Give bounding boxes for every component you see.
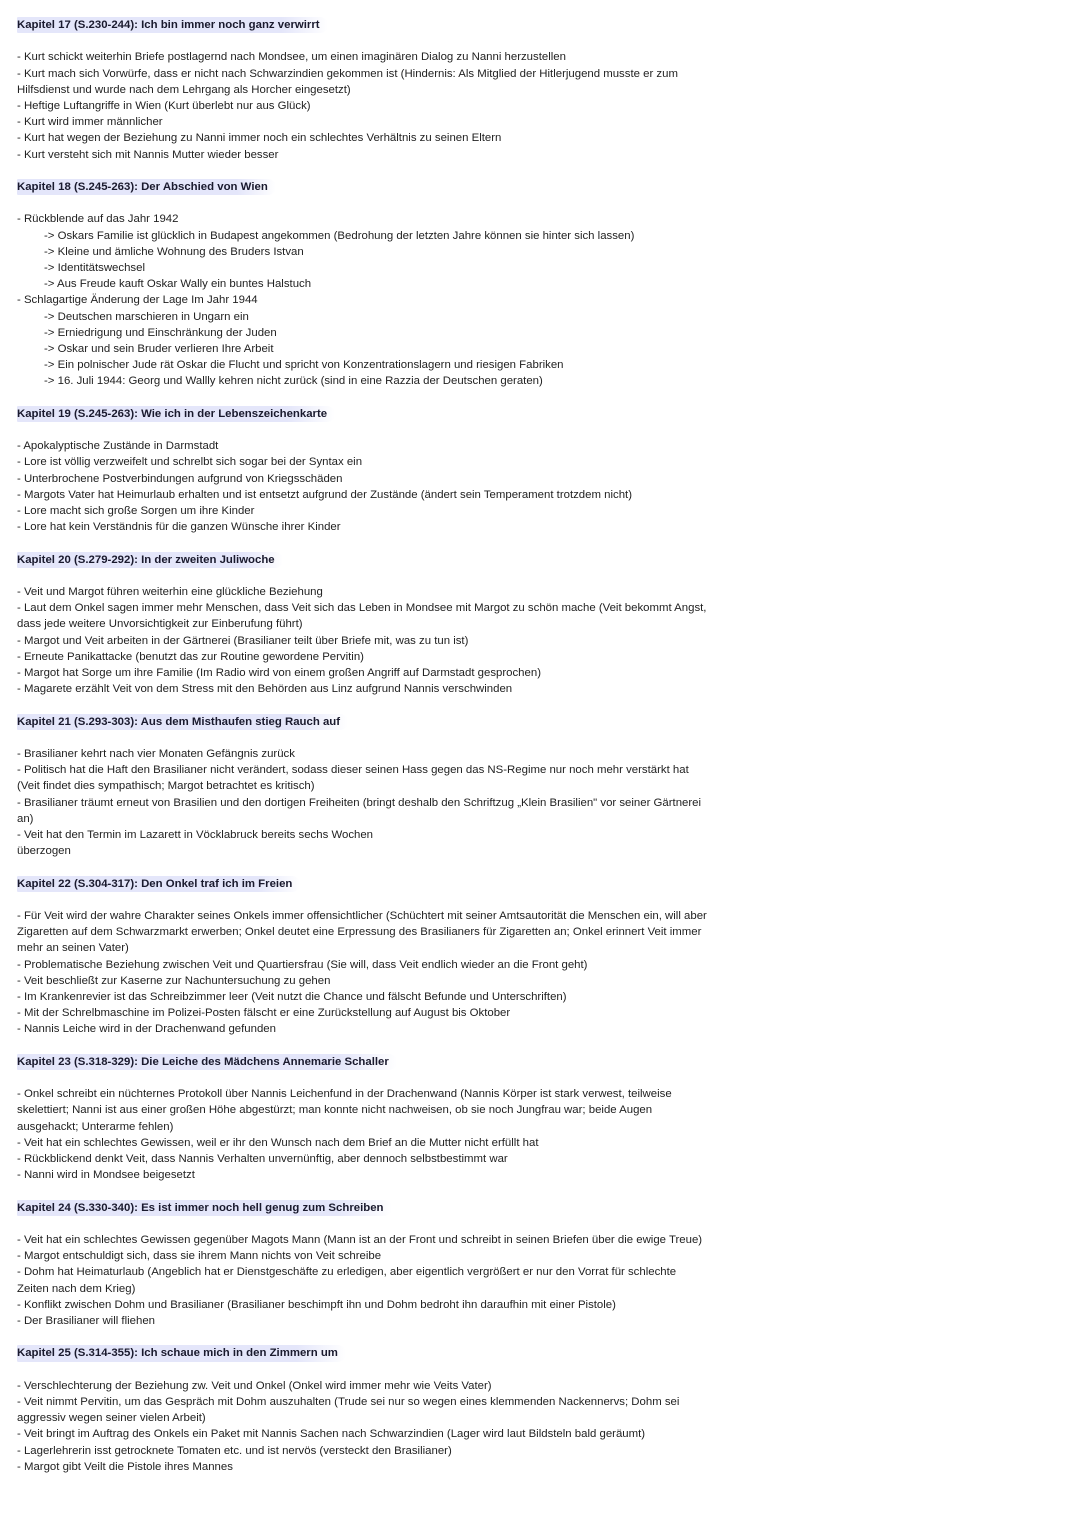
bullet-item: - Lore macht sich große Sorgen um ihre Kinder <box>17 505 255 518</box>
bullet-item: - Für Veit wird der wahre Charakter seines Onkels immer offensichtlicher (Schüchtert mit seiner Amtsautorität die Menschen ein, will aber Zigaretten auf dem Schwarzmarkt erwerben; Onkel deutet eine Erpressung des Brasilianers für Zigaretten an; Onkel erinnert Veit immer mehr an seinen Vater) <box>17 910 707 955</box>
sub-bullet-item: -> Erniedrigung und Einschränkung der Juden <box>44 326 277 339</box>
bullet-item: - Veit und Margot führen weiterhin eine glückliche Beziehung <box>17 586 323 598</box>
bullet-list <box>17 1232 707 1329</box>
chapter-section <box>17 179 707 390</box>
sub-bullet-item: -> Deutschen marschieren in Ungarn ein <box>44 310 249 323</box>
bullet-item: - Im Krankenrevier ist das Schreibzimmer leer (Veit nutzt die Chance und fälscht Befunde und Unterschriften) <box>17 991 567 1004</box>
sub-bullet-item: -> 16. Juli 1944: Georg und Wallly kehren nicht zurück (sind in eine Razzia der Deutschen geraten) <box>44 375 543 388</box>
bullet-item: - Unterbrochene Postverbindungen aufgrund von Kriegsschäden <box>17 472 343 485</box>
bullet-list <box>17 49 707 162</box>
chapter-heading: Kapitel 18 (S.245-263): Der Abschied von Wien <box>17 179 276 195</box>
chapter-section <box>17 1200 707 1330</box>
bullet-item: - Veit beschließt zur Kaserne zur Nachuntersuchung zu gehen <box>17 974 331 987</box>
chapter-section <box>17 406 707 536</box>
bullet-item: - Kurt schickt weiterhin Briefe postlagernd nach Mondsee, um einen imaginären Dialog zu Nanni herzustellen <box>17 51 566 64</box>
bullet-item: - Kurt hat wegen der Beziehung zu Nanni immer noch ein schlechtes Verhältnis zu seinen Eltern <box>17 132 502 145</box>
bullet-item: - Laut dem Onkel sagen immer mehr Menschen, dass Veit sich das Leben in Mondsee mit Margot zu schön mache (Veit bekommt Angst, dass jede weitere Unvorsichtigkeit zur Einberufung führt) <box>17 602 707 631</box>
bullet-item: - Margot entschuldigt sich, dass sie ihrem Mann nichts von Veit schreibe <box>17 1250 382 1263</box>
sub-bullet-item: -> Ein polnischer Jude rät Oskar die Flucht und spricht von Konzentrationslagern und riesigen Fabriken <box>44 359 564 372</box>
chapter-heading: Kapitel 22 (S.304-317): Den Onkel traf ich im Freien <box>17 876 300 892</box>
bullet-item: - Magarete erzählt Veit von dem Stress mit den Behörden aus Linz aufgrund Nannis verschwinden <box>17 683 513 696</box>
bullet-item: - Problematische Beziehung zwischen Veit und Quartiersfrau (Sie will, dass Veit endlich wieder an die Front geht) <box>17 958 588 971</box>
chapter-section <box>17 17 707 163</box>
bullet-item: - Erneute Panikattacke (benutzt das zur Routine gewordene Pervitin) <box>17 650 364 663</box>
bullet-list <box>17 584 707 697</box>
bullet-item: - Margot hat Sorge um ihre Familie (Im Radio wird von einem großen Angriff auf Darmstadt gesprochen) <box>17 667 541 680</box>
chapter-section <box>17 876 707 1038</box>
bullet-item: - Rückblende auf das Jahr 1942 <box>17 213 179 226</box>
chapter-section <box>17 1054 707 1184</box>
chapter-section <box>17 1345 707 1475</box>
chapter-heading: Kapitel 25 (S.314-355): Ich schaue mich in den Zimmern um <box>17 1345 346 1361</box>
sub-bullet-item: -> Oskar und sein Bruder verlieren Ihre Arbeit <box>44 343 274 356</box>
bullet-item: - Margot gibt Veilt die Pistole ihres Mannes <box>17 1460 233 1473</box>
bullet-item: - Heftige Luftangriffe in Wien (Kurt überlebt nur aus Glück) <box>17 100 311 112</box>
chapter-heading: Kapitel 24 (S.330-340): Es ist immer noch hell genug zum Schreiben <box>17 1200 392 1216</box>
chapter-section <box>17 552 707 698</box>
bullet-item: - Veit hat ein schlechtes Gewissen, weil er ihr den Wunsch nach dem Brief an die Mutter nicht erfüllt hat <box>17 1136 539 1149</box>
chapter-section <box>17 714 707 860</box>
bullet-item: - Dohm hat Heimaturlaub (Angeblich hat er Dienstgeschäfte zu erledigen, aber eigentlich vergrößert er nur den Vorrat für schlechte Zeiten nach dem Krieg) <box>17 1266 677 1295</box>
bullet-item: - Kurt wird immer männlicher <box>17 116 163 129</box>
bullet-item: - Veit hat ein schlechtes Gewissen gegenüber Magots Mann (Mann ist an der Front und schreibt in seinen Briefen über die ewige Treue) <box>17 1234 703 1246</box>
bullet-item: - Veit nimmt Pervitin, um das Gespräch mit Dohm auszuhalten (Trude sei nur so wegen eines klemmenden Nackennervs; Dohm sei aggressiv wegen seiner vielen Arbeit) <box>17 1396 680 1425</box>
bullet-item: überzogen <box>17 845 71 858</box>
chapter-heading: Kapitel 21 (S.293-303): Aus dem Misthaufen stieg Rauch auf <box>17 714 348 730</box>
bullet-item: - Lore hat kein Verständnis für die ganzen Wünsche ihrer Kinder <box>17 521 341 534</box>
sub-bullet-item: -> Identitätswechsel <box>44 262 145 274</box>
bullet-item: - Veit hat den Termin im Lazarett in Vöcklabruck bereits sechs Wochen <box>17 829 374 842</box>
bullet-list <box>17 211 707 389</box>
bullet-list <box>17 746 707 859</box>
bullet-item: - Lore ist völlig verzweifelt und schrelbt sich sogar bei der Syntax ein <box>17 456 363 469</box>
sub-bullet-item: -> Kleine und ämliche Wohnung des Bruders Istvan <box>44 245 304 258</box>
bullet-list <box>17 1086 707 1183</box>
chapter-heading: Kapitel 20 (S.279-292): In der zweiten Juliwoche <box>17 552 283 568</box>
bullet-item: - Kurt versteht sich mit Nannis Mutter wieder besser <box>17 148 279 161</box>
bullet-item: - Schlagartige Änderung der Lage Im Jahr 1944 <box>17 294 258 307</box>
bullet-item: - Verschlechterung der Beziehung zw. Veit und Onkel (Onkel wird immer mehr wie Veits Vater) <box>17 1379 492 1392</box>
sub-bullet-item: -> Oskars Familie ist glücklich in Budapest angekommen (Bedrohung der letzten Jahre können sie hinter sich lassen) <box>44 229 635 242</box>
bullet-item: - Nannis Leiche wird in der Drachenwand gefunden <box>17 1023 276 1036</box>
bullet-item: - Margots Vater hat Heimurlaub erhalten und ist entsetzt aufgrund der Zustände (ändert sein Temperament trotzdem nicht) <box>17 488 632 501</box>
bullet-item: - Rückblickend denkt Veit, dass Nannis Verhalten unvernünftig, aber dennoch selbstbestimmt war <box>17 1153 508 1166</box>
bullet-item: - Nanni wird in Mondsee beigesetzt <box>17 1169 195 1182</box>
bullet-item: - Lagerlehrerin isst getrocknete Tomaten etc. und ist nervös (versteckt den Brasilianer) <box>17 1444 452 1457</box>
bullet-item: - Brasilianer kehrt nach vier Monaten Gefängnis zurück <box>17 748 295 760</box>
sub-bullet-item: -> Aus Freude kauft Oskar Wally ein buntes Halstuch <box>44 278 312 291</box>
bullet-item: - Margot und Veit arbeiten in der Gärtnerei (Brasilianer teilt über Briefe mit, was zu tun ist) <box>17 634 469 647</box>
chapter-heading: Kapitel 19 (S.245-263): Wie ich in der Lebenszeichenkarte <box>17 406 335 422</box>
bullet-list <box>17 438 707 535</box>
bullet-item: - Der Brasilianer will fliehen <box>17 1315 156 1328</box>
chapter-heading: Kapitel 17 (S.230-244): Ich bin immer noch ganz verwirrt <box>17 17 328 33</box>
bullet-item: - Kurt mach sich Vorwürfe, dass er nicht nach Schwarzindien gekommen ist (Hindernis: Als Mitglied der Hitlerjugend musste er zum Hilfsdienst und wurde nach dem Lehrgang als Horcher eingesetzt) <box>17 67 678 96</box>
document-page <box>17 17 707 1491</box>
bullet-item: - Konflikt zwischen Dohm und Brasilianer (Brasilianer beschimpft ihn und Dohm bedroht ihn daraufhin mit einer Pistole) <box>17 1298 616 1311</box>
bullet-item: - Mit der Schrelbmaschine im Polizei-Posten fälscht er eine Zurückstellung auf August bis Oktober <box>17 1007 511 1020</box>
bullet-item: - Politisch hat die Haft den Brasilianer nicht verändert, sodass dieser seinen Hass gegen das NS-Regime nur noch mehr verstärkt hat (Veit findet dies sympathisch; Margot betrachtet es kritisch) <box>17 764 689 793</box>
bullet-list <box>17 908 707 1038</box>
bullet-item: - Brasilianer träumt erneut von Brasilien und den dortigen Freiheiten (bringt deshalb den Schriftzug „Klein Brasilien" vor seiner Gärtnerei an) <box>17 796 702 825</box>
bullet-item: - Apokalyptische Zustände in Darmstadt <box>17 440 219 453</box>
bullet-item: - Veit bringt im Auftrag des Onkels ein Paket mit Nannis Sachen nach Schwarzindien (Lager wird laut Bildsteln bald geräumt) <box>17 1428 646 1441</box>
bullet-item: - Onkel schreibt ein nüchternes Protokoll über Nannis Leichenfund in der Drachenwand (Nannis Körper ist stark verwest, teilweise skelettiert; Nanni ist aus einer großen Höhe abgestürzt; man konnte nicht nachweisen, ob sie noch Jungfrau war; beide Augen ausgehackt; Unterarme fehlen) <box>17 1088 672 1133</box>
chapter-heading: Kapitel 23 (S.318-329): Die Leiche des Mädchens Annemarie Schaller <box>17 1054 397 1070</box>
bullet-list <box>17 1378 707 1475</box>
